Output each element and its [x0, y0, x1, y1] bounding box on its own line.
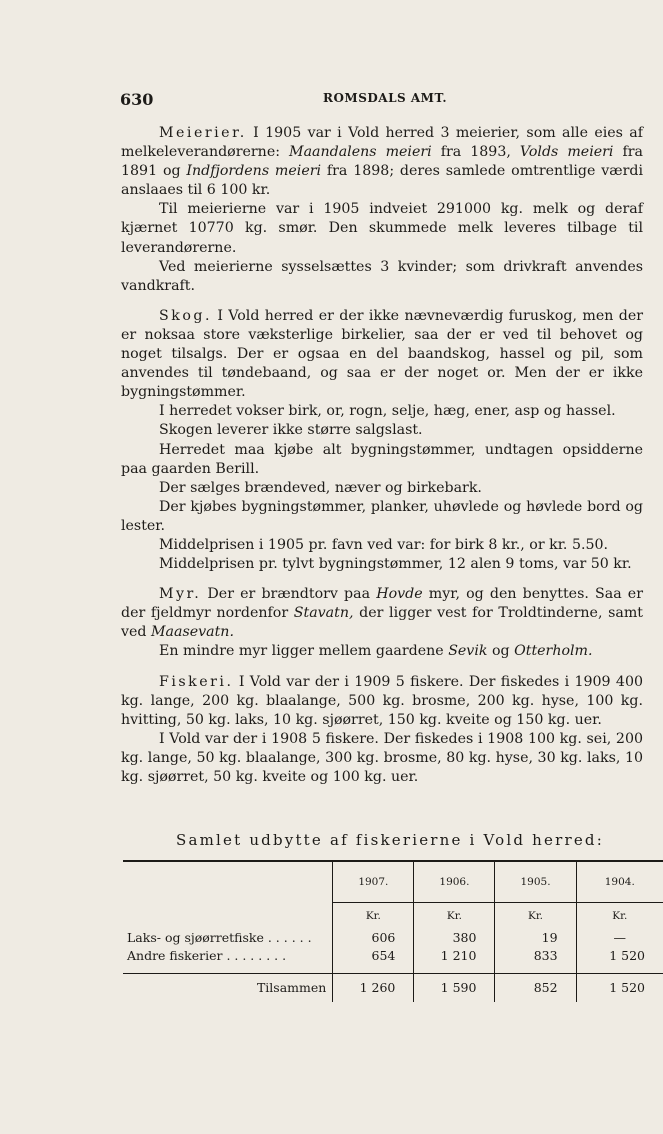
skog-paragraph-6: Der kjøbes bygningstømmer, planker, uhøvlede og høvlede bord og lester.: [121, 498, 643, 534]
section-heading-skog: Skog.: [159, 307, 212, 324]
page-number: 630: [120, 90, 154, 109]
unit-row: [123, 903, 663, 930]
value-cell: 833: [495, 947, 576, 965]
total-value: 1 590: [414, 974, 495, 1003]
total-value: 1 260: [333, 974, 414, 1003]
unit-label: Kr.: [576, 903, 663, 930]
place-name: Otterholm.: [514, 643, 593, 660]
skog-paragraph-3: Skogen leverer ikke større salgslast.: [159, 422, 423, 439]
total-value: 1 520: [576, 974, 663, 1003]
meierier-paragraph-2: Til meierierne var i 1905 indveiet 291000 kg. melk og deraf kjærnet 10770 kg. smør. Den skummede melk leveres tilbage til leverandørerne.: [121, 201, 643, 256]
myr-paragraph-1: Myr. Der er brændtorv paa Hovde myr, og den benyttes. Saa er der fjeldmyr nordenfor Stavatn, der ligger vest for Troldtinderne, samt ved Maasevatn.: [121, 586, 644, 641]
place-name: Hovde: [376, 586, 423, 603]
total-label: Tilsammen: [123, 974, 333, 1003]
table-header-row: [123, 862, 663, 903]
value-cell: —: [576, 929, 663, 947]
fishery-yield-table: [123, 860, 663, 1002]
row-label: Andre fiskerier . . . . . . . .: [127, 948, 287, 963]
table-row: [123, 947, 663, 965]
row-label: Laks- og sjøørretfiske . . . . . .: [127, 930, 312, 945]
header-label-cell: [123, 862, 333, 903]
place-name: Maasevatn.: [151, 624, 234, 641]
unit-label: Kr.: [495, 903, 576, 930]
fiskeri-paragraph-1: Fiskeri. I Vold var der i 1909 5 fiskere. Der fiskedes i 1909 400 kg. lange, 200 kg. blaalange, 500 kg. brosme, 200 kg. hyse, 100 kg. hvitting, 50 kg. laks, 10 kg. sjøørret, 150 kg. kveite og 150 kg. uer.: [121, 673, 643, 728]
table-row: [123, 929, 663, 947]
running-title: ROMSDALS AMT.: [322, 91, 448, 105]
meierier-paragraph-3: Ved meierierne sysselsættes 3 kvinder; som drivkraft anvendes vandkraft.: [121, 258, 643, 294]
skog-paragraph-2: I herredet vokser birk, or, rogn, selje, hæg, ener, asp og hassel.: [159, 403, 616, 420]
year-header: 1907.: [333, 862, 414, 903]
dairy-name: Indfjordens meieri: [186, 163, 322, 180]
unit-label: Kr.: [333, 903, 414, 930]
year-header: 1905.: [495, 862, 576, 903]
place-name: Sevik: [448, 643, 488, 660]
place-name: Stavatn,: [293, 605, 354, 622]
total-value: 852: [495, 974, 576, 1003]
year-header: 1906.: [414, 862, 495, 903]
page-header: [120, 90, 650, 112]
value-cell: 1 210: [414, 947, 495, 965]
skog-paragraph-8: Middelprisen pr. tylvt bygningstømmer, 12 alen 9 toms, var 50 kr.: [159, 556, 632, 573]
value-cell: 19: [495, 929, 576, 947]
skog-paragraph-5: Der sælges brændeved, næver og birkebark.: [159, 479, 482, 496]
unit-label: Kr.: [414, 903, 495, 930]
skog-paragraph-1: Skog. I Vold herred er der ikke nævneværdig furuskog, men der er noksaa store væksterlige birkelier, saa der er ved til behovet og noget tilsalgs. Der er ogsaa en del baandskog, hassel og pil, som anvendes til tøndebaand, og saa er der noget or. Men der er ikke bygningstømmer.: [121, 307, 643, 401]
fiskeri-paragraph-2: I Vold var der i 1908 5 fiskere. Der fiskedes i 1908 100 kg. sei, 200 kg. lange, 50 kg. blaalange, 300 kg. brosme, 80 kg. hyse, 30 kg. laks, 10 kg. sjøørret, 50 kg. kveite og 100 kg. uer.: [121, 730, 643, 785]
value-cell: 654: [333, 947, 414, 965]
section-heading-myr: Myr.: [159, 586, 202, 603]
dairy-name: Maandalens meieri: [289, 144, 432, 161]
myr-paragraph-2: En mindre myr ligger mellem gaardene Sevik og Otterholm.: [159, 643, 593, 660]
section-heading-fiskeri: Fiskeri.: [159, 673, 234, 690]
year-header: 1904.: [576, 862, 663, 903]
value-cell: 380: [414, 929, 495, 947]
skog-paragraph-7: Middelprisen i 1905 pr. favn ved var: for birk 8 kr., or kr. 5.50.: [159, 536, 609, 553]
value-cell: 606: [333, 929, 414, 947]
dairy-name: Volds meieri: [519, 144, 614, 161]
body-text: [121, 124, 643, 787]
skog-paragraph-4: Herredet maa kjøbe alt bygningstømmer, undtagen opsidderne paa gaarden Berill.: [121, 441, 643, 477]
section-heading-meierier: Meierier.: [159, 125, 247, 141]
meierier-paragraph-1: Meierier. I 1905 var i Vold herred 3 meierier, som alle eies af melkeleverandørerne: Maandalens meieri fra 1893, Volds meieri fra 1891 og Indfjordens meieri fra 1898; deres samlede omtrentlige værdi anslaaes til 6 100 kr.: [121, 125, 644, 199]
table-heading: Samlet udbytte af fiskerierne i Vold herred:: [176, 831, 604, 849]
value-cell: 1 520: [576, 947, 663, 965]
total-row: [123, 974, 663, 1003]
